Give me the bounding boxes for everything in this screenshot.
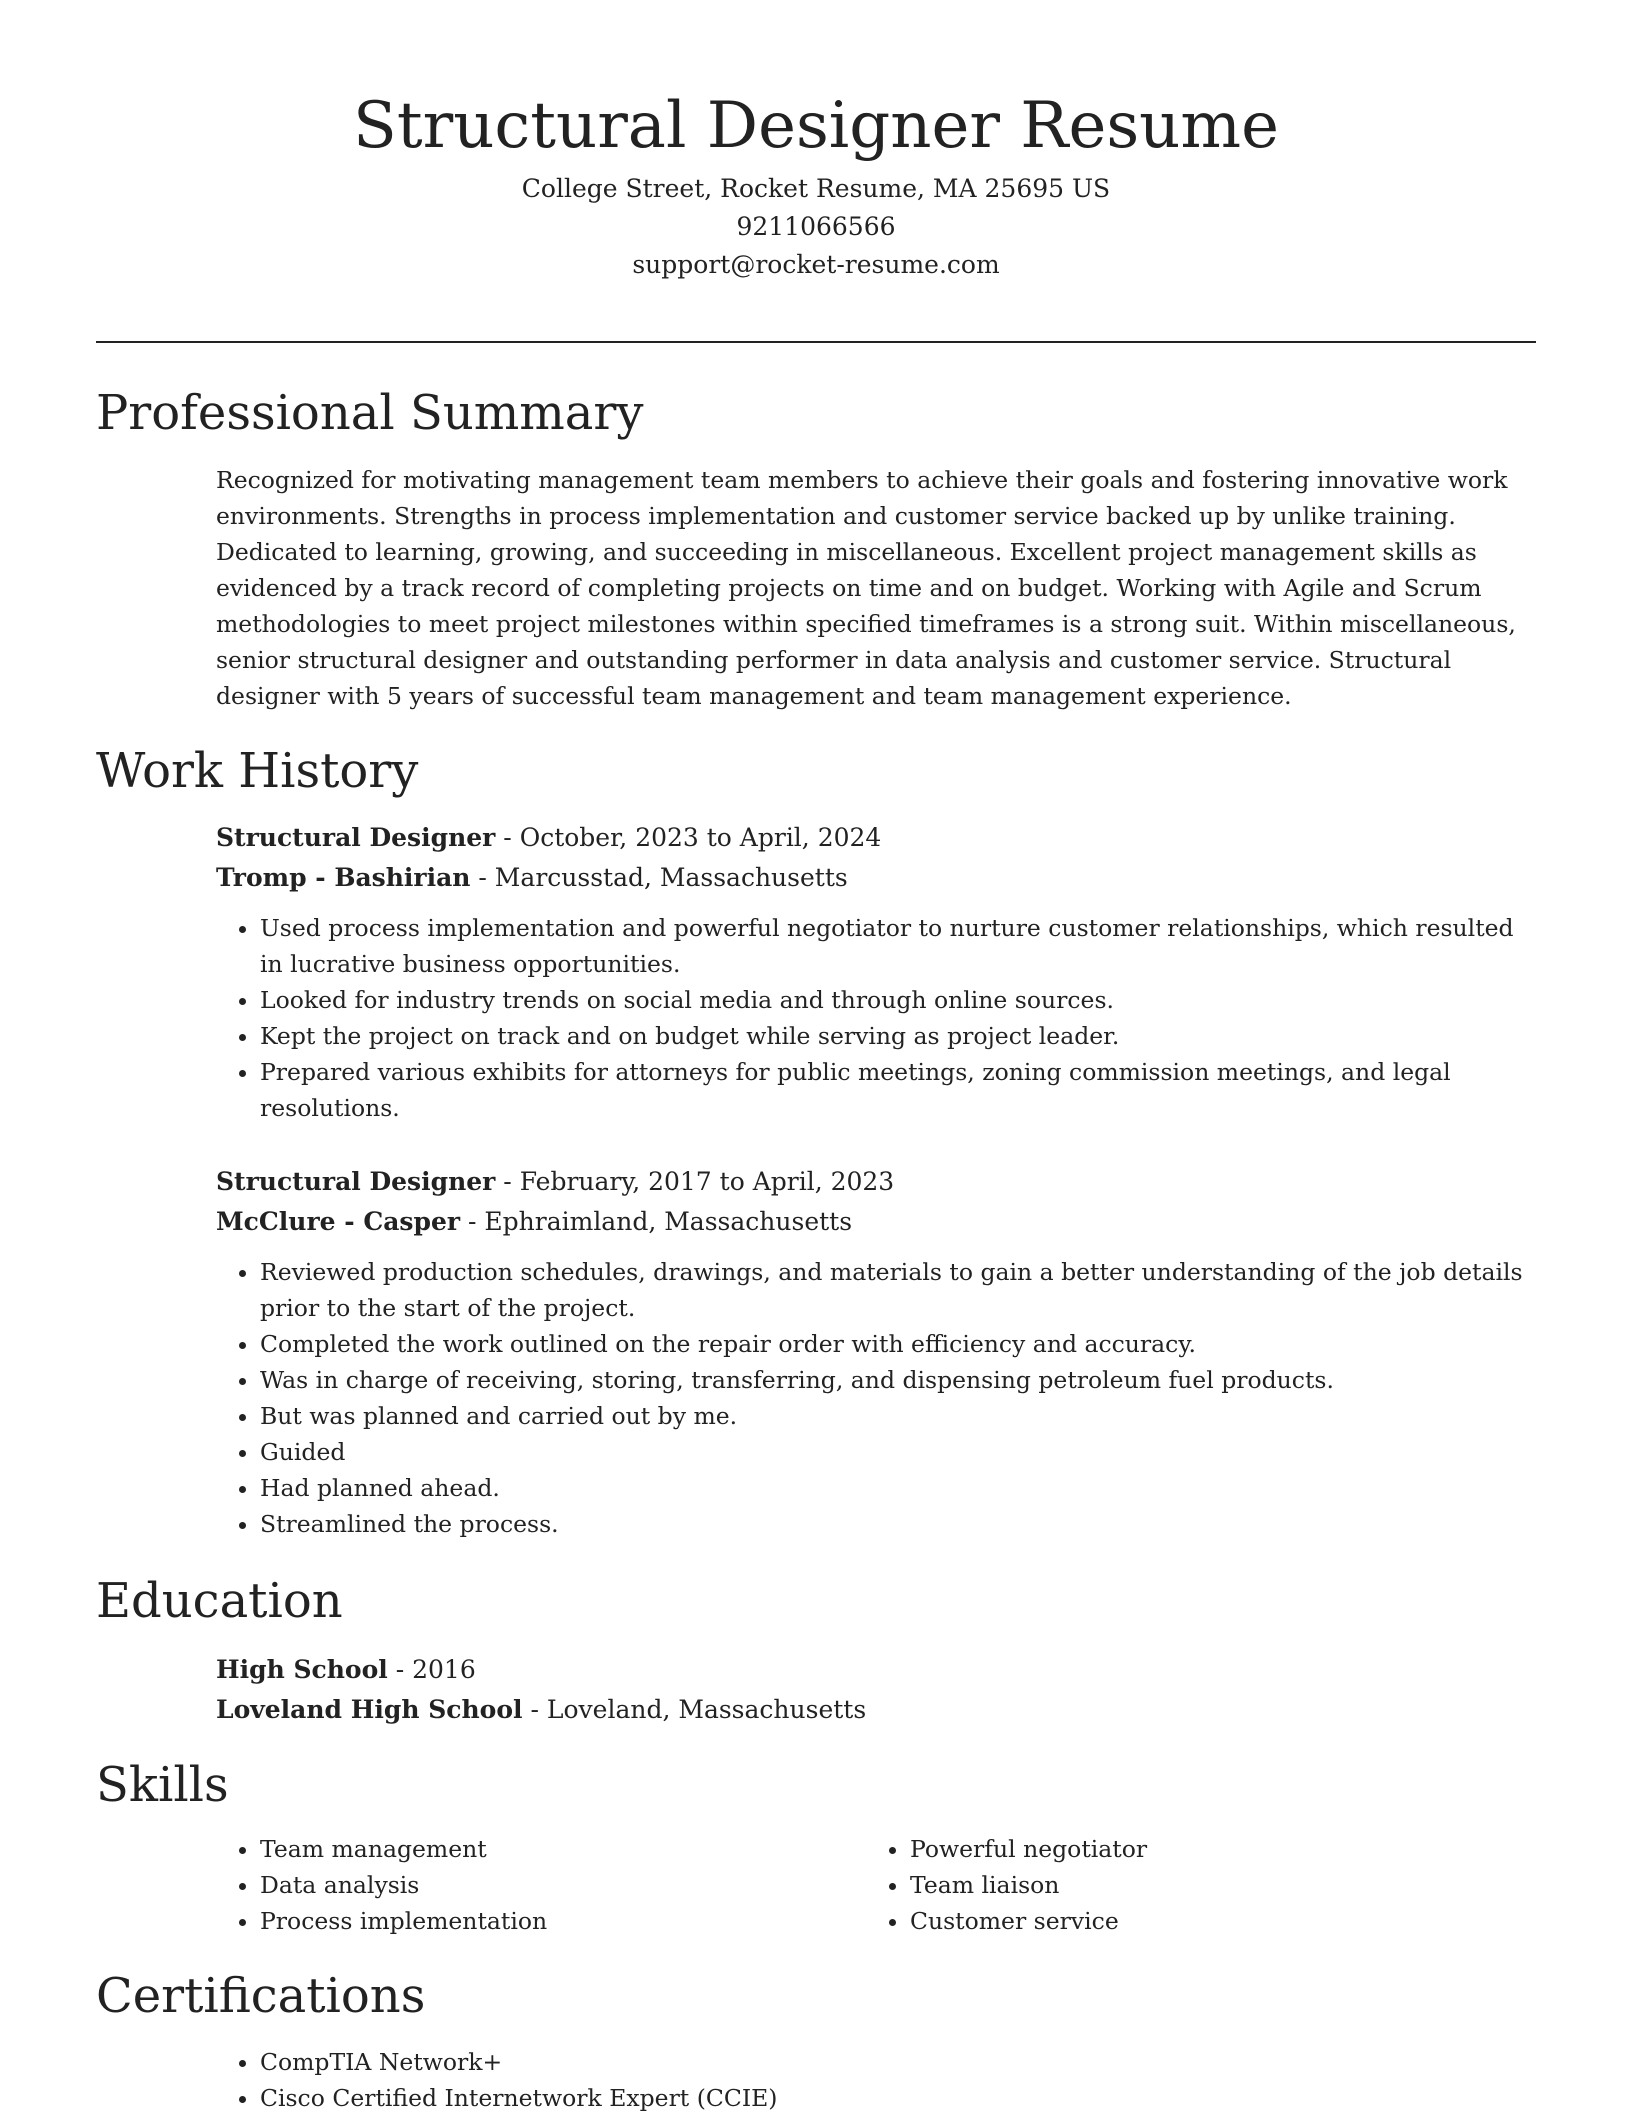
list-item: • Team liaison: [910, 1867, 1466, 1903]
list-item: • Process implementation: [260, 1903, 816, 1939]
list-item: • But was planned and carried out by me.: [260, 1398, 1536, 1434]
list-item: • Prepared various exhibits for attorneys for public meetings, zoning commission meetings, and legal resolutions.: [260, 1054, 1536, 1126]
school-location: - Loveland, Massachusetts: [522, 1695, 867, 1724]
list-item: • Looked for industry trends on social media and through online sources.: [260, 982, 1536, 1018]
job-bullets: [216, 910, 1536, 1126]
phone: 9211066566: [736, 212, 896, 241]
list-item: • Data analysis: [260, 1867, 816, 1903]
job-title-line: [216, 1162, 1536, 1202]
skills-list: [216, 1831, 816, 1939]
list-item: • Reviewed production schedules, drawings, and materials to gain a better understanding of the job details prior to the start of the project.: [260, 1254, 1536, 1326]
list-item: • Cisco Certified Internetwork Expert (CCIE): [260, 2080, 1536, 2116]
list-item: • Guided: [260, 1434, 1536, 1470]
list-item: • Was in charge of receiving, storing, transferring, and dispensing petroleum fuel products.: [260, 1362, 1536, 1398]
list-item: • Customer service: [910, 1903, 1466, 1939]
header-divider: [96, 341, 1536, 343]
job-role: Structural Designer: [216, 823, 496, 852]
resume-title: Structural Designer Resume: [353, 89, 1279, 163]
job-company: McClure - Casper: [216, 1207, 461, 1236]
job-location: - Ephraimland, Massachusetts: [460, 1207, 853, 1236]
email: support@rocket-resume.com: [632, 250, 1000, 279]
certifications-block: [216, 2044, 1536, 2116]
job-role: Structural Designer: [216, 1167, 496, 1196]
school-name: Loveland High School: [216, 1695, 523, 1724]
list-item: • Kept the project on track and on budget while serving as project leader.: [260, 1018, 1536, 1054]
list-item: • Had planned ahead.: [260, 1470, 1536, 1506]
skills-column-right: [866, 1831, 1466, 1939]
job-company-line: [216, 1202, 1536, 1242]
job-company: Tromp - Bashirian: [216, 863, 471, 892]
summary-heading: Professional Summary: [96, 385, 644, 441]
skills-heading: Skills: [96, 1757, 229, 1813]
summary-block: [216, 462, 1536, 714]
job-dates: - February, 2017 to April, 2023: [495, 1167, 895, 1196]
skills-list: [866, 1831, 1466, 1939]
list-item: • Powerful negotiator: [910, 1831, 1466, 1867]
list-item: • Used process implementation and powerful negotiator to nurture customer relationships, which resulted in lucrative business opportunities.: [260, 910, 1536, 982]
degree-line: [216, 1650, 1536, 1690]
list-item: • Streamlined the process.: [260, 1506, 1536, 1542]
job-entry: [216, 1162, 1536, 1542]
summary-text: Recognized for motivating management team members to achieve their goals and fostering innovative work environments. Strengths in process implementation and customer service backed up by unlike training. Dedicated to learning, growing, and succeeding in miscellaneous. Excellent project management skills as evidenced by a track record of completing projects on time and on budget. Working with Agile and Scrum methodologies to meet project milestones within specified timeframes is a strong suit. Within miscellaneous, senior structural designer and outstanding performer in data analysis and customer service. Structural designer with 5 years of successful team management and team management experience.: [216, 466, 1516, 710]
job-dates: - October, 2023 to April, 2024: [495, 823, 882, 852]
school-line: [216, 1690, 1536, 1730]
education-entry: [216, 1650, 1536, 1730]
job-entry: [216, 818, 1536, 1126]
work-history-heading: Work History: [96, 743, 419, 799]
certifications-list: [216, 2044, 1536, 2116]
job-title-line: [216, 818, 1536, 858]
degree: High School: [216, 1655, 388, 1684]
job-location: - Marcusstad, Massachusetts: [470, 863, 848, 892]
list-item: • Completed the work outlined on the repair order with efficiency and accuracy.: [260, 1326, 1536, 1362]
resume-header: [96, 82, 1536, 284]
graduation-year: - 2016: [387, 1655, 476, 1684]
certifications-heading: Certifications: [96, 1968, 426, 2024]
list-item: • CompTIA Network+: [260, 2044, 1536, 2080]
education-heading: Education: [96, 1573, 343, 1629]
address: College Street, Rocket Resume, MA 25695 US: [521, 174, 1111, 203]
skills-column-left: [216, 1831, 816, 1939]
list-item: • Team management: [260, 1831, 816, 1867]
job-company-line: [216, 858, 1536, 898]
job-bullets: [216, 1254, 1536, 1542]
